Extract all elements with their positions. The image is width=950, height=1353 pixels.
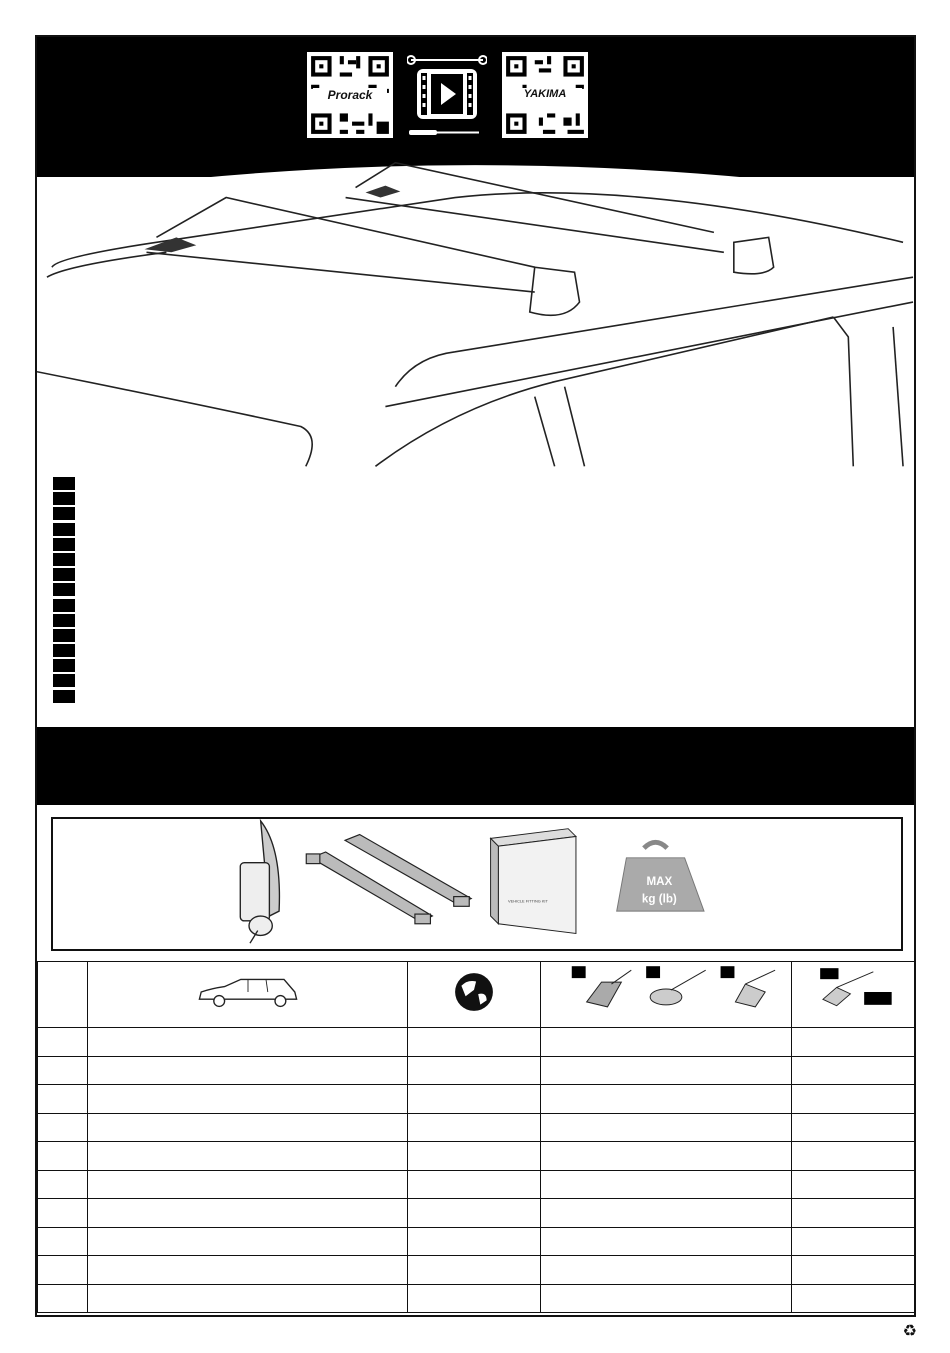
language-chip (53, 674, 75, 687)
language-chip (53, 538, 75, 551)
qr-brand-label: Prorack (313, 88, 387, 102)
roof-bars-icon (306, 835, 471, 924)
header-band (37, 37, 914, 177)
qr-code-prorack[interactable] (307, 52, 393, 138)
language-chip (53, 477, 75, 490)
header-cell-accessory (792, 962, 917, 1028)
package-contents-box (51, 817, 903, 951)
header-cell-vehicle (88, 962, 408, 1028)
table-row (38, 1256, 917, 1285)
table-row (38, 1028, 917, 1057)
vehicle-fitting-kit-box-icon (491, 829, 576, 934)
language-chip (53, 614, 75, 627)
recycle-icon: ♻ (902, 1323, 917, 1340)
language-chip (53, 690, 75, 703)
qr-brand-label: YAKIMA (508, 88, 582, 100)
table-row (38, 1056, 917, 1085)
header-cell-index (38, 962, 88, 1028)
language-chip (53, 629, 75, 642)
language-chip (53, 492, 75, 505)
language-chip (53, 659, 75, 672)
language-chip (53, 583, 75, 596)
language-chip (53, 568, 75, 581)
language-chip (53, 507, 75, 520)
table-row (38, 1170, 917, 1199)
header-cell-region (408, 962, 541, 1028)
weight-max-label: MAX (646, 874, 673, 888)
globe-region-icon (453, 971, 495, 1013)
car-wagon-icon (193, 974, 303, 1010)
installation-video-icon[interactable] (407, 52, 487, 138)
luggage-ski-load-icon (240, 821, 279, 943)
package-contents-icons (53, 819, 901, 949)
mid-band (37, 727, 914, 805)
language-chip (53, 644, 75, 657)
table-row (38, 1199, 917, 1228)
table-row (38, 1284, 917, 1313)
table-row (38, 1142, 917, 1171)
instruction-sheet (35, 35, 916, 1317)
weight-unit-label: kg (lb) (641, 892, 677, 906)
table-row (38, 1113, 917, 1142)
language-chip (53, 523, 75, 536)
max-weight-icon (617, 842, 704, 911)
svg-text:VEHICLE FITTING KIT: VEHICLE FITTING KIT (508, 898, 548, 904)
bar-profile-options-icon (542, 962, 790, 1022)
table-header-row (38, 962, 917, 1028)
header-cell-bar-options (541, 962, 792, 1028)
qr-code-yakima[interactable] (502, 52, 588, 138)
language-chip (53, 553, 75, 566)
table-row (38, 1227, 917, 1256)
table-row (38, 1085, 917, 1114)
language-chip (53, 599, 75, 612)
car-roof-bars-illustration (37, 157, 914, 469)
accessory-bar-icon (800, 964, 910, 1020)
fitting-table (37, 961, 916, 1313)
language-list (53, 477, 75, 705)
